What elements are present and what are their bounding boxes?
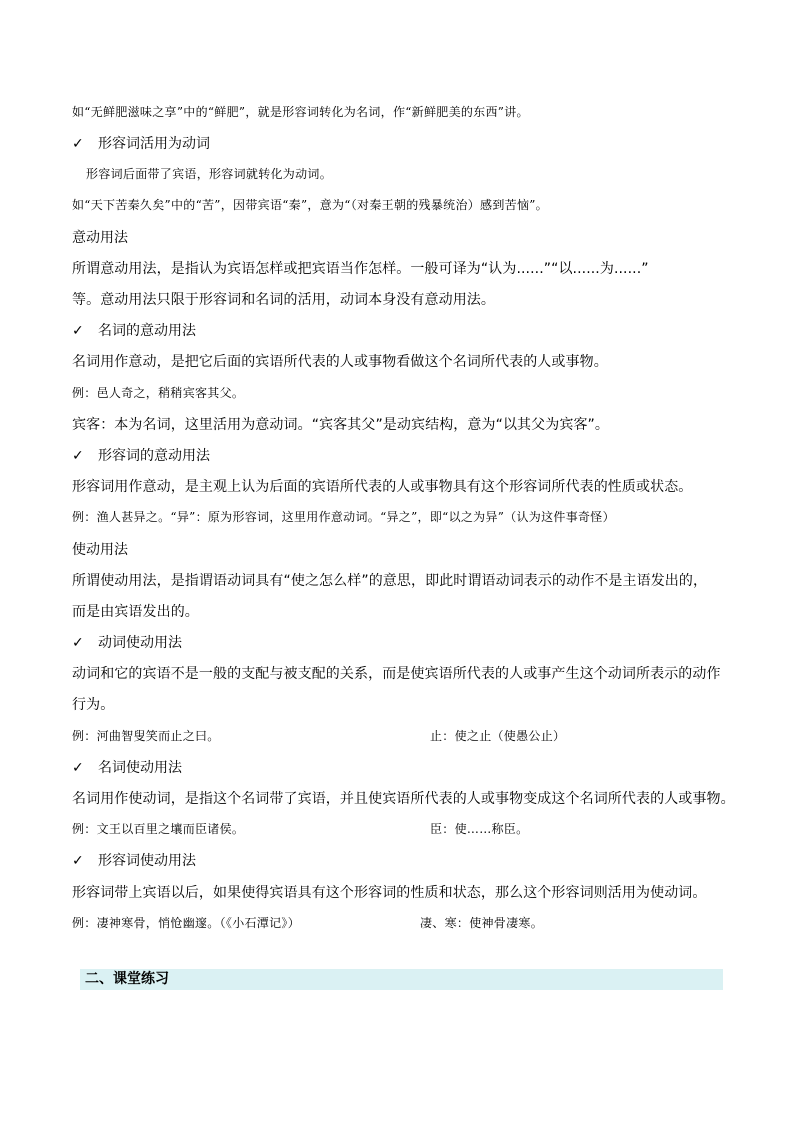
section-heading: 使动用法	[72, 542, 128, 558]
subheading-label: 形容词的意动用法	[98, 448, 210, 464]
example-explanation: 止：使之止（使愚公止）	[430, 729, 566, 743]
example-line: 例：渔人甚异之。“异”：原为形容词，这里用作意动词。“异之”，即“以之为异”（认为这件事奇怪）	[72, 510, 615, 524]
paragraph-line: 如“天下苦秦久矣”中的“苦”，因带宾语“秦”，意为“（对秦王朝的残暴统治）感到苦恼”。	[72, 198, 548, 212]
subheading	[72, 761, 182, 775]
example-explanation: 臣：使……称臣。	[430, 822, 529, 836]
paragraph-line: 形容词带上宾语以后，如果使得宾语具有这个形容词的性质和状态，那么这个形容词则活用为使动词。	[72, 885, 707, 901]
subheading-label: 形容词活用为动词	[98, 136, 210, 152]
check-icon: ✓	[72, 448, 84, 464]
subheading	[72, 449, 210, 463]
example-line: 例：邑人奇之，稍稍宾客其父。	[72, 386, 245, 400]
subheading-label: 名词使动用法	[98, 760, 182, 776]
paragraph-line: 等。意动用法只限于形容词和名词的活用，动词本身没有意动用法。	[72, 292, 495, 308]
subheading-label: 名词的意动用法	[98, 323, 196, 339]
check-icon: ✓	[72, 323, 84, 339]
paragraph-line: 名词用作使动词，是指这个名词带了宾语，并且使宾语所代表的人或事物变成这个名词所代表的人或事物。	[72, 791, 735, 807]
paragraph-line: 行为。	[72, 697, 115, 713]
section-header-bar	[80, 969, 723, 990]
paragraph-line: 动词和它的宾语不是一般的支配与被支配的关系，而是使宾语所代表的人或事产生这个动词所表示的动作	[72, 666, 721, 682]
check-icon: ✓	[72, 760, 84, 776]
paragraph-line: 而是由宾语发出的。	[72, 604, 199, 620]
check-icon: ✓	[72, 635, 84, 651]
section-title: 二、课堂练习	[85, 971, 169, 987]
subheading	[72, 324, 196, 338]
subheading	[72, 636, 182, 650]
subheading	[72, 854, 196, 868]
example-line: 例：河曲智叟笑而止之曰。	[72, 729, 220, 743]
example-line: 例：凄神寒骨，悄怆幽邃。（《小石潭记》）	[72, 916, 301, 930]
paragraph-line: 如“无鲜肥滋味之享”中的“鲜肥”，就是形容词转化为名词，作“新鲜肥美的东西”讲。	[72, 105, 529, 119]
paragraph-line: 形容词用作意动，是主观上认为后面的宾语所代表的人或事物具有这个形容词所代表的性质或状态。	[72, 479, 693, 495]
check-icon: ✓	[72, 853, 84, 869]
example-explanation: 凄、寒：使神骨凄寒。	[420, 916, 544, 930]
section-heading: 意动用法	[72, 230, 128, 246]
paragraph-line: 所谓使动用法，是指谓语动词具有“使之怎么样”的意思，即此时谓语动词表示的动作不是主语发出的，	[72, 573, 708, 589]
paragraph-line: 名词用作意动，是把它后面的宾语所代表的人或事物看做这个名词所代表的人或事物。	[72, 354, 608, 370]
paragraph-line: 宾客：本为名词，这里活用为意动词。“宾客其父”是动宾结构，意为“以其父为宾客”。	[72, 417, 610, 433]
check-icon: ✓	[72, 136, 84, 152]
subheading-label: 动词使动用法	[98, 635, 182, 651]
paragraph-line: 所谓意动用法，是指认为宾语怎样或把宾语当作怎样。一般可译为“认为......”“以......为......”	[72, 261, 649, 277]
subheading-label: 形容词使动用法	[98, 853, 196, 869]
subheading	[72, 137, 210, 151]
example-line: 例：文王以百里之壤而臣诸侯。	[72, 822, 245, 836]
paragraph-line: 形容词后面带了宾语，形容词就转化为动词。	[86, 167, 333, 181]
